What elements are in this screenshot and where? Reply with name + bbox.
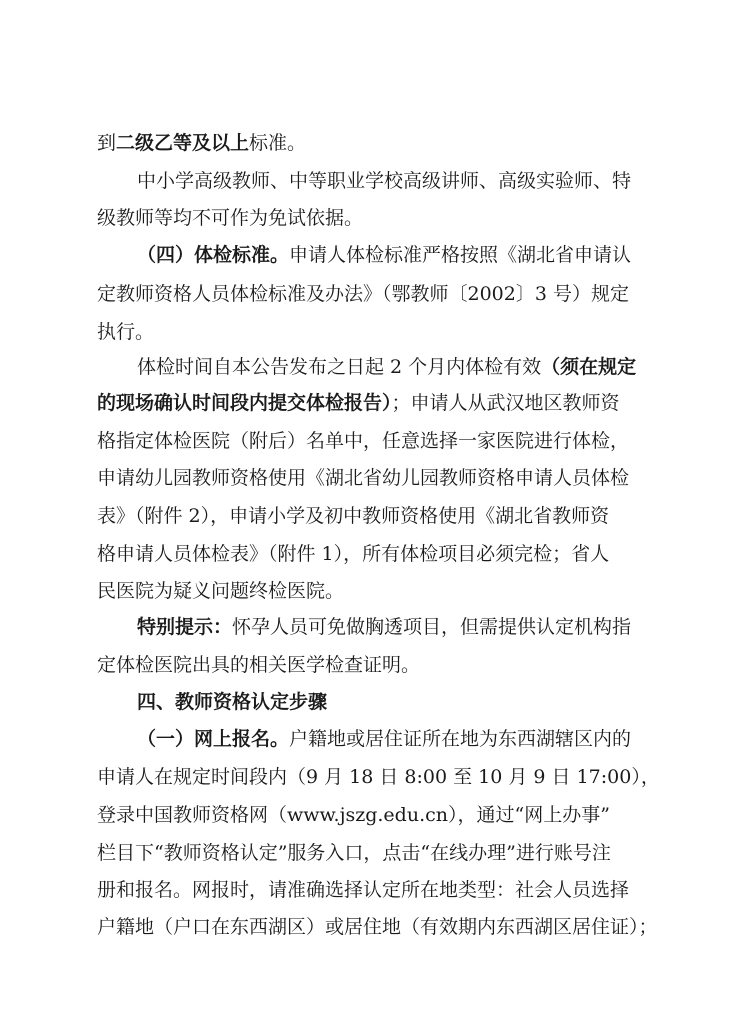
text-span: 标准。 bbox=[249, 132, 307, 154]
bold-heading: （四）体检标准。 bbox=[137, 244, 290, 266]
paragraph-line: 户籍地（户口在东西湖区）或居住地（有效期内东西湖区居住证）； bbox=[97, 916, 658, 938]
paragraph-line: 登录中国教师资格网（www.jszg.edu.cn），通过“网上办事” bbox=[97, 804, 610, 826]
notice-label: 特别提示： bbox=[137, 616, 233, 638]
paragraph-line: 定体检医院出具的相关医学检查证明。 bbox=[97, 654, 421, 676]
text-span: ；申请人从武汉地区教师资 bbox=[391, 392, 620, 414]
paragraph-line: 格指定体检医院（附后）名单中，任意选择一家医院进行体检， bbox=[97, 430, 630, 452]
text-span: 户籍地或居住证所在地为东西湖辖区内的 bbox=[289, 728, 632, 750]
paragraph-line: 级教师等均不可作为免试依据。 bbox=[97, 207, 364, 229]
paragraph-line: 申请幼儿园教师资格使用《湖北省幼儿园教师资格申请人员体检 bbox=[97, 467, 630, 489]
paragraph-line: 栏目下“教师资格认定”服务入口，点击“在线办理”进行账号注 bbox=[97, 842, 611, 864]
text-span: 到 bbox=[97, 132, 117, 154]
paragraph-line bbox=[137, 354, 662, 380]
paragraph-line: 执行。 bbox=[97, 321, 155, 343]
paragraph-line bbox=[97, 130, 662, 156]
notice-line bbox=[137, 614, 662, 640]
paragraph-line: 册和报名。网报时，请准确选择认定所在地类型：社会人员选择 bbox=[97, 879, 630, 901]
bold-text: 二级乙等及以上 bbox=[116, 132, 250, 154]
text-span: 怀孕人员可免做胸透项目，但需提供认定机构指 bbox=[232, 616, 632, 638]
bold-heading: （一）网上报名。 bbox=[137, 728, 290, 750]
section-line bbox=[137, 242, 662, 268]
bold-text: 的现场确认时间段内提交体检报告） bbox=[97, 392, 392, 414]
section-line bbox=[137, 726, 662, 752]
paragraph-line: 民医院为疑义问题终检医院。 bbox=[97, 580, 345, 602]
text-span: 申请人体检标准严格按照《湖北省申请认 bbox=[289, 244, 632, 266]
paragraph-line: 表》（附件 2），申请小学及初中教师资格使用《湖北省教师资 bbox=[97, 505, 610, 527]
paragraph-line bbox=[97, 390, 662, 416]
paragraph-line: 申请人在规定时间段内（9 月 18 日 8:00 至 10 月 9 日 17:00）， bbox=[97, 766, 660, 788]
paragraph-line: 中小学高级教师、中等职业学校高级讲师、高级实验师、特 bbox=[137, 170, 632, 192]
bold-text: （须在规定 bbox=[541, 356, 637, 378]
section-heading: 四、教师资格认定步骤 bbox=[137, 691, 328, 713]
text-span: 体检时间自本公告发布之日起 2 个月内体检有效 bbox=[137, 356, 542, 378]
paragraph-line: 定教师资格人员体检标准及办法》（鄂教师〔2002〕3 号）规定 bbox=[97, 283, 629, 305]
paragraph-line: 格申请人员体检表》（附件 1），所有体检项目必须完检；省人 bbox=[97, 543, 610, 565]
